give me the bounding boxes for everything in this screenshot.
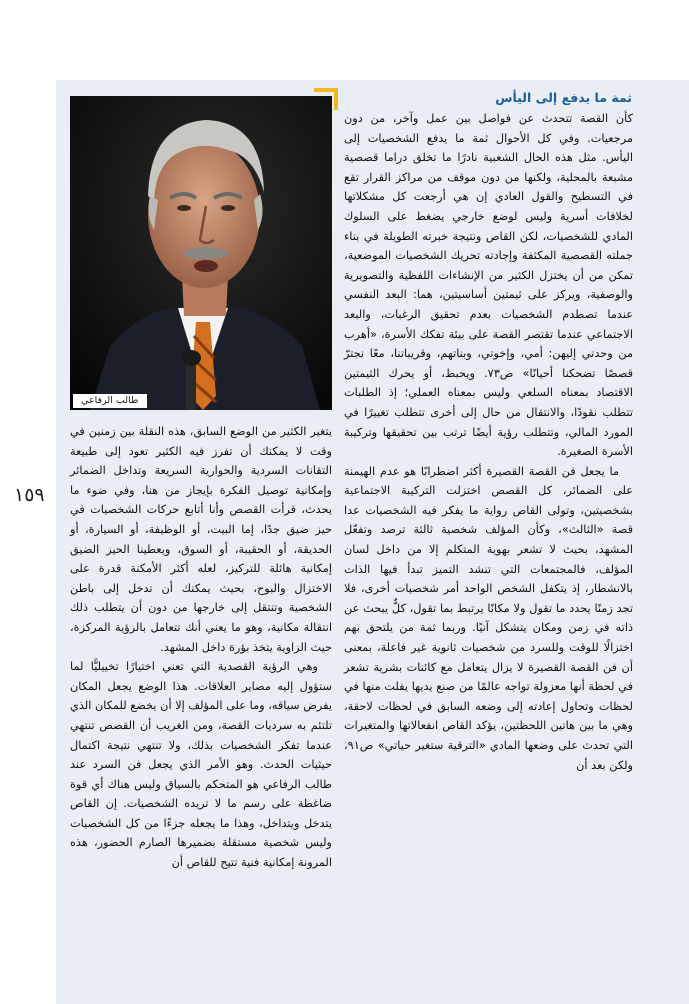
section-heading: ثمة ما يدفع إلى اليأس bbox=[495, 90, 632, 105]
paragraph: كأن القصة تتحدث عن فواصل بين عمل وآخر، من دون مرجعيات. وفي كل الأحوال ثمة ما يدفع الشخصيات إلى اليأس. مثل هذه الحال الشعبية نادرًا ما تخلق دراما قصصية مشبعة بالمحلية، ولكنها من دون موقف من مراكز القرار تقع في التسطيح والقول العادي إن هي أرجعت كل مشكلاتها لخلافات أسرية وليس لوضع خارجي يضغط على السلوك المادي للشخصيات، لكن القاص ونتيجة خبرته الطويلة في بناء جملته القصصية المكثفة وإجادته تحريك الشخصيات الموضعية، تمكن من أن يختزل الكثير من الإنشاءات اللفظية والتصويرية والوصفية، ويركز على ثيمتين أساسيتين، هما: البعد النفسي عندما تصطدم الشخصيات بعدم تحقيق الرغبات، والبعد الاجتماعي عندما تقتصر القصة على بيئة تفكك الأسرة، «أهرب من وحدتي إليهن: أمي، وإخوتي، وبناتهم، وقريباتنا، معًا نجترّ قصصًا تضحكنا أحيانًا» ص٧٣. ويحبط، أو يحرك الثيمتين الاقتصاد بمعناه السلعي وليس بمعناه العملي؛ إذ الطلبات تتطلب نقودًا، والانتقال من حال إلى أخرى تتطلب تغييرًا في المورد المالي، وتتطلب رؤية أيضًا ترتب بين تحقيقها وتركيبة الأسرة الصغيرة. bbox=[344, 112, 634, 459]
paragraph: يتغير الكثير من الوضع السابق، هذه النقلة بين زمنين في وقت لا يمكنك أن تفرز فيه الكثير تعود إلى طبيعة التقانات السردية والحوارية السريعة وتداخل الضمائر وإمكانية توصيل الفكرة بإيجاز من هنا، وفي ضوء ما يحدث، قرأت القصص وأنا أتابع حركات الشخصيات في حيز ضيق جدًا، إما البيت، أو الوظيفة، أو السيارة، أو الحديقة، أو الحقيبة، أو السوق، ويعطينا الحيز الضيق إمكانية هائلة للتركيز، لعله أكثر الأمكنة قدرة على الاختزال والبوح، بحيث يمكنك أن تدخل إلى باطن الشخصية وتنتقل إلى خارجها من دون أن يتطلب ذلك انتقالة مكانية، وهو ما يعني أنك تتعامل بالرؤية المركزة، حيث الزاوية يتخذ بؤرة داخل المشهد. bbox=[70, 425, 332, 654]
photo-caption: طالب الرفاعي bbox=[73, 394, 147, 408]
paragraph: وهي الرؤية القصدية التي تعني اختيارًا تخييليًّا لما ستؤول إليه مصاير العلاقات. هذا الوضع يجعل المكان يفرض سياقه، وما على المؤلف إلا أن يخضع للمكان الذي تلتئم به سرديات القصة، ومن الغريب أن القصص تنتهي عندما تفكر الشخصيات بذلك، ولا تنتهي نتيجة اكتمال حيثيات الحدث. وهو الأمر الذي يجعل فن السرد عند طالب الرفاعي هو المتحكم بالسياق وليس هناك أي قوة ضاغطة على رسم ما لا تريده الشخصيات. إن القاص يتدخل ويتداخل، وهذا ما يجعله جزءًا من كل الشخصيات وليس شخصية مستقلة بضميرها الصارم الحضور، هذه المرونة إمكانية فنية تتيح للقاص أن bbox=[70, 660, 332, 870]
author-photo bbox=[70, 96, 332, 410]
accent-corner-frame bbox=[314, 88, 338, 110]
page-number: ١٥٩ bbox=[14, 484, 45, 506]
right-text-column bbox=[344, 109, 633, 775]
paragraph: ما يجعل فن القصة القصيرة أكثر اضطرابًا هو عدم الهيمنة على الضمائر، كل القصص اختزلت التركيبة الاجتماعية بشخصيتين، وتولى القاص رواية ما يفكر فيه الشخصيات عدا قصة «الثالث»، وكأن المؤلف شخصية ثالثة ترصد وتفعّل المشهد، بحيث لا تشعر بهوية المتكلم إلا من داخل لسان المؤلف، فالمجتمعات التي تنشد التميز تبدأ فيها الذات بالانشطار، إذ يتكفل الشخص الواحد أمر شخصيات أخرى، فلا تجد زمنًا يحدد ما تقول ولا مكانًا يرتبط بما تقول، كلٌّ يبحث عن ذاته في زمن ومكان يتشكل آنيًا. وربما ثمة من يلتحق بهم اختزالًا للوقت وللسرد من شخصيات ثانوية غير فاعلة، بمعنى أن فن القصة القصيرة لا يزال يتعامل مع كائنات بشرية تشعر في لحظة أنها معزولة تواجه عالمًا من صنع يديها يفلت منها في لحظات وتحاول إعادته إلى وضعه السابق في لحظات لاحقة، وهي ما بين هاتين اللحظتين، يؤكد القاص انفعالاتها والمتغيرات التي تحدث على وضعها المادي «الترقية ستغير حياتي» ص٩١، ولكن بعد أن bbox=[344, 464, 633, 772]
left-text-column bbox=[70, 422, 332, 873]
